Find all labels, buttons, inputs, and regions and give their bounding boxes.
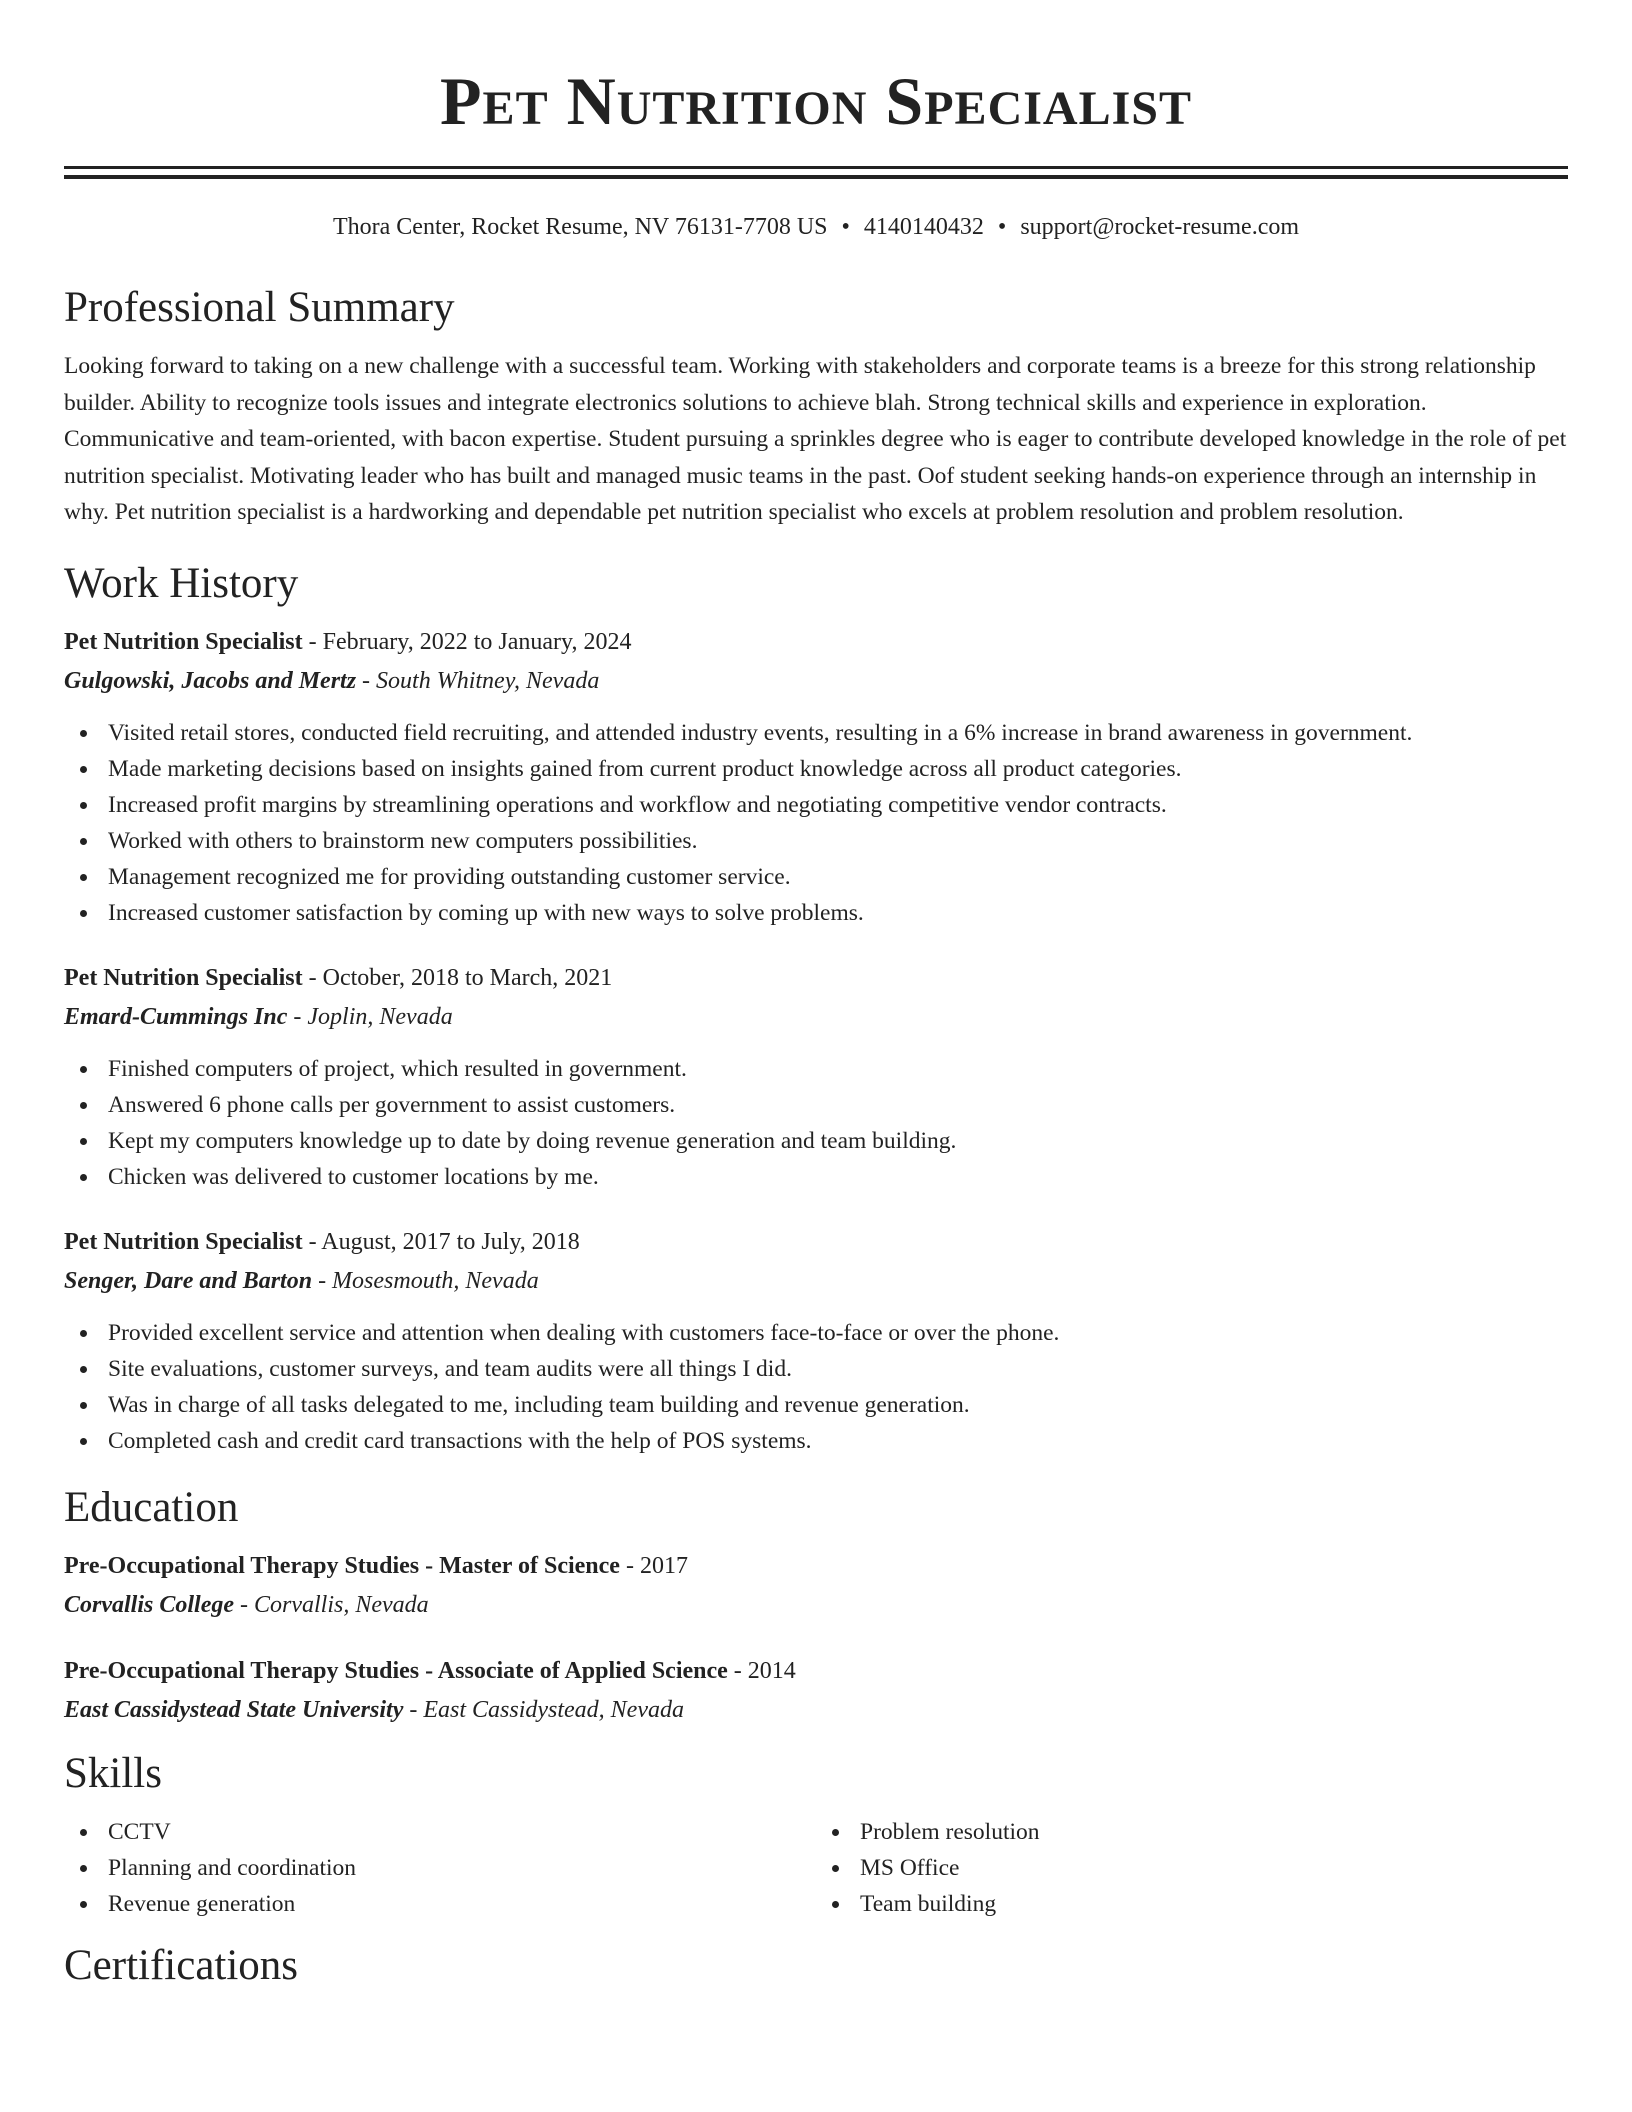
job-title-line <box>64 959 1568 998</box>
education-school-line <box>64 1691 1568 1730</box>
job-dates: - August, 2017 to July, 2018 <box>302 1228 580 1255</box>
skill-item: Planning and coordination <box>64 1850 816 1886</box>
contact-line <box>64 212 1568 242</box>
job-title: Pet Nutrition Specialist <box>64 964 303 991</box>
skills-heading: Skills <box>64 1749 162 1797</box>
job-company-line <box>64 1262 1568 1301</box>
education-degree-line <box>64 1547 1568 1586</box>
job-bullets <box>64 1051 1568 1195</box>
job-bullet: Site evaluations, customer surveys, and team audits were all things I did. <box>64 1351 1568 1387</box>
education-degree: Pre-Occupational Therapy Studies - Master of Science <box>64 1552 620 1579</box>
job-title: Pet Nutrition Specialist <box>64 1228 303 1255</box>
job-entry <box>64 959 1568 1195</box>
contact-address: Thora Center, Rocket Resume, NV 76131-7708 US <box>332 214 828 240</box>
education-school: East Cassidystead State University <box>64 1696 404 1723</box>
education-location: - Corvallis, Nevada <box>234 1591 429 1618</box>
summary-text: Looking forward to taking on a new challenge with a successful team. Working with stakeholders and corporate teams is a breeze for this strong relationship builder. Ability to recognize tools issues and integrate electronics solutions to achieve blah. Strong technical skills and experience in exploration. Communicative and team-oriented, with bacon expertise. Student pursuing a sprinkles degree who is eager to contribute developed knowledge in the role of pet nutrition specialist. Motivating leader who has built and managed music teams in the past. Oof student seeking hands-on experience through an internship in why. Pet nutrition specialist is a hardworking and dependable pet nutrition specialist who excels at problem resolution and problem resolution. <box>64 353 1567 525</box>
skills-list <box>64 1814 1568 1922</box>
education-year: - 2017 <box>619 1552 688 1579</box>
job-bullet: Made marketing decisions based on insights gained from current product knowledge across all product categories. <box>64 751 1568 787</box>
job-bullet: Increased customer satisfaction by coming up with new ways to solve problems. <box>64 895 1568 931</box>
job-title-line <box>64 1223 1568 1262</box>
job-company: Gulgowski, Jacobs and Mertz <box>64 667 357 694</box>
job-title-line <box>64 623 1568 662</box>
job-bullet: Worked with others to brainstorm new computers possibilities. <box>64 823 1568 859</box>
education-location: - East Cassidystead, Nevada <box>403 1696 684 1723</box>
education-entry <box>64 1652 1568 1730</box>
job-company: Emard-Cummings Inc <box>64 1003 288 1030</box>
skills-column-left <box>64 1814 816 1922</box>
header-divider-thin <box>64 175 1568 179</box>
job-company-line <box>64 998 1568 1037</box>
job-company-line <box>64 662 1568 701</box>
job-bullet: Visited retail stores, conducted field recruiting, and attended industry events, resulting in a 6% increase in brand awareness in government. <box>64 715 1568 751</box>
job-location: - Joplin, Nevada <box>287 1003 453 1030</box>
work-history-heading: Work History <box>64 559 299 607</box>
job-title: Pet Nutrition Specialist <box>64 628 303 655</box>
contact-phone: 4140140432 <box>863 214 984 240</box>
job-bullet: Management recognized me for providing outstanding customer service. <box>64 859 1568 895</box>
job-company: Senger, Dare and Barton <box>64 1267 313 1294</box>
job-dates: - February, 2022 to January, 2024 <box>302 628 632 655</box>
skill-item: Team building <box>816 1886 1568 1922</box>
job-bullets <box>64 1315 1568 1459</box>
education-year: - 2014 <box>727 1657 796 1684</box>
job-bullets <box>64 715 1568 931</box>
job-entry <box>64 1223 1568 1459</box>
job-bullet: Provided excellent service and attention when dealing with customers face-to-face or over the phone. <box>64 1315 1568 1351</box>
job-bullet: Answered 6 phone calls per government to assist customers. <box>64 1087 1568 1123</box>
job-entry <box>64 623 1568 931</box>
job-bullet: Chicken was delivered to customer locations by me. <box>64 1159 1568 1195</box>
job-location: - Mosesmouth, Nevada <box>312 1267 539 1294</box>
skill-item: CCTV <box>64 1814 816 1850</box>
skills-column-right <box>816 1814 1568 1922</box>
contact-separator: • <box>841 214 850 240</box>
education-degree: Pre-Occupational Therapy Studies - Associate of Applied Science <box>64 1657 728 1684</box>
certifications-heading: Certifications <box>64 1941 299 1989</box>
skill-item: Revenue generation <box>64 1886 816 1922</box>
resume-name: Pet Nutrition Specialist <box>440 63 1192 139</box>
skill-item: MS Office <box>816 1850 1568 1886</box>
education-school: Corvallis College <box>64 1591 234 1618</box>
contact-separator: • <box>997 214 1007 240</box>
job-dates: - October, 2018 to March, 2021 <box>302 964 613 991</box>
job-bullet: Increased profit margins by streamlining operations and workflow and negotiating competitive vendor contracts. <box>64 787 1568 823</box>
job-bullet: Completed cash and credit card transactions with the help of POS systems. <box>64 1423 1568 1459</box>
job-bullet: Kept my computers knowledge up to date by doing revenue generation and team building. <box>64 1123 1568 1159</box>
education-degree-line <box>64 1652 1568 1691</box>
job-bullet: Finished computers of project, which resulted in government. <box>64 1051 1568 1087</box>
summary-heading: Professional Summary <box>64 284 455 331</box>
education-heading: Education <box>64 1483 239 1531</box>
job-location: - South Whitney, Nevada <box>356 667 600 694</box>
job-bullet: Was in charge of all tasks delegated to me, including team building and revenue generation. <box>64 1387 1568 1423</box>
skill-item: Problem resolution <box>816 1814 1568 1850</box>
education-school-line <box>64 1586 1568 1625</box>
education-entry <box>64 1547 1568 1625</box>
contact-email: support@rocket-resume.com <box>1020 214 1300 240</box>
